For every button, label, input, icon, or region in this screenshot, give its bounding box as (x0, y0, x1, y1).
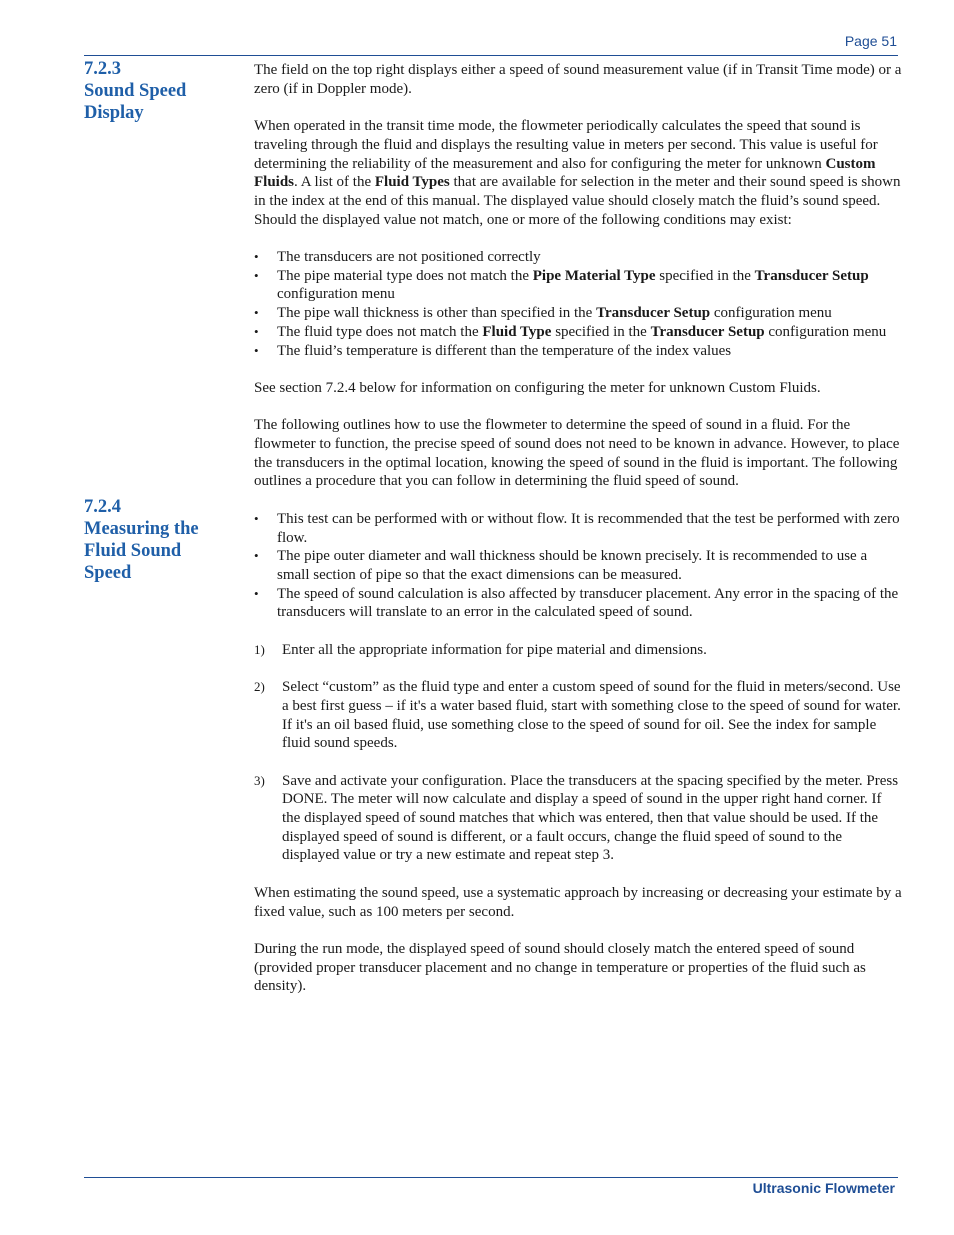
header-rule (84, 55, 898, 56)
paragraph: The field on the top right displays either a speed of sound measurement value (if in Transit Time mode) or a zero (if in Doppler mode). (254, 62, 902, 97)
section-title-line: Display (84, 103, 144, 123)
section-number: 7.2.4 (84, 497, 121, 517)
footer-title: Ultrasonic Flowmeter (752, 1180, 895, 1196)
procedure-step: 1) Enter all the appropriate information for pipe material and dimensions. (254, 641, 707, 658)
list-item: • The pipe outer diameter and wall thickness should be known precisely. It is recommended to use a small section of pipe so that the exact dimensions can be measured. (254, 547, 902, 584)
condition-list (254, 248, 902, 360)
paragraph: See section 7.2.4 below for information on configuring the meter for unknown Custom Fluids. (254, 379, 821, 396)
section-7-2-4-heading (84, 496, 244, 584)
procedure-step: 3) Save and activate your configuration. Place the transducers at the spacing specified by the meter. Press DONE. The meter will now calculate and display a speed of sound in the upper right hand corner. If the displayed speed of sound matches that which was entered, then that value should be used. If the displayed speed of sound is different, or a fault occurs, change the fluid speed of sound to the displayed value or try a new estimate and repeat step 3. (254, 772, 899, 864)
section-title-line: Measuring the (84, 519, 199, 539)
list-item: • The transducers are not positioned correctly (254, 248, 902, 267)
body-content (254, 61, 902, 1015)
section-7-2-3-heading (84, 58, 244, 124)
footer-rule (84, 1177, 898, 1178)
section-title-line: Fluid Sound (84, 541, 182, 561)
list-item: • The fluid’s temperature is different than the temperature of the index values (254, 342, 902, 361)
paragraph: During the run mode, the displayed speed of sound should closely match the entered speed of sound (provided proper transducer placement and no change in temperature or properties of the fluid such as density). (254, 940, 866, 995)
procedure-step: 2) Select “custom” as the fluid type and enter a custom speed of sound for the fluid in meters/second. Use a best first guess – if it's a water based fluid, start with something close to the speed of sound for water. If it's an oil based fluid, use something close to the speed of sound for oil. See the index for sample fluid sound speeds. (254, 679, 901, 752)
list-item: • This test can be performed with or without flow. It is recommended that the test be performed with zero flow. (254, 510, 902, 547)
paragraph: When estimating the sound speed, use a systematic approach by increasing or decreasing your estimate by a fixed value, such as 100 meters per second. (254, 884, 902, 920)
section-title-line: Sound Speed (84, 81, 187, 101)
paragraph: When operated in the transit time mode, the flowmeter periodically calculates the speed that sound is traveling through the fluid and displays the resulting value in meters per second. This value is useful for determining the reliability of the measurement and also for configuring the meter for unknown Custom Fluids. A list of the Fluid Types that are available for selection in the meter and their sound speed is shown in the index at the end of this manual. The displayed value should closely match the fluid’s sound speed. Should the displayed value not match, one or more of the following conditions may exist: (254, 118, 901, 228)
procedure-steps (254, 641, 902, 865)
list-item: • The fluid type does not match the Fluid Type specified in the Transducer Setup configuration menu (254, 323, 902, 342)
test-notes-list (254, 510, 902, 622)
page-number: Page 51 (844, 33, 897, 49)
section-number: 7.2.3 (84, 59, 121, 79)
paragraph: The following outlines how to use the flowmeter to determine the speed of sound in a fluid. For the flowmeter to function, the precise speed of sound does not need to be known in advance. However, to place the transducers in the optimal location, knowing the speed of sound in the fluid is important. The following outlines a procedure that you can follow in determining the fluid speed of sound. (254, 417, 900, 490)
list-item: • The pipe material type does not match the Pipe Material Type specified in the Transducer Setup configuration menu (254, 267, 902, 304)
section-title-line: Speed (84, 563, 132, 583)
list-item: • The speed of sound calculation is also affected by transducer placement. Any error in the spacing of the transducers will translate to an error in the calculated speed of sound. (254, 585, 902, 622)
list-item: • The pipe wall thickness is other than specified in the Transducer Setup configuration menu (254, 304, 902, 323)
